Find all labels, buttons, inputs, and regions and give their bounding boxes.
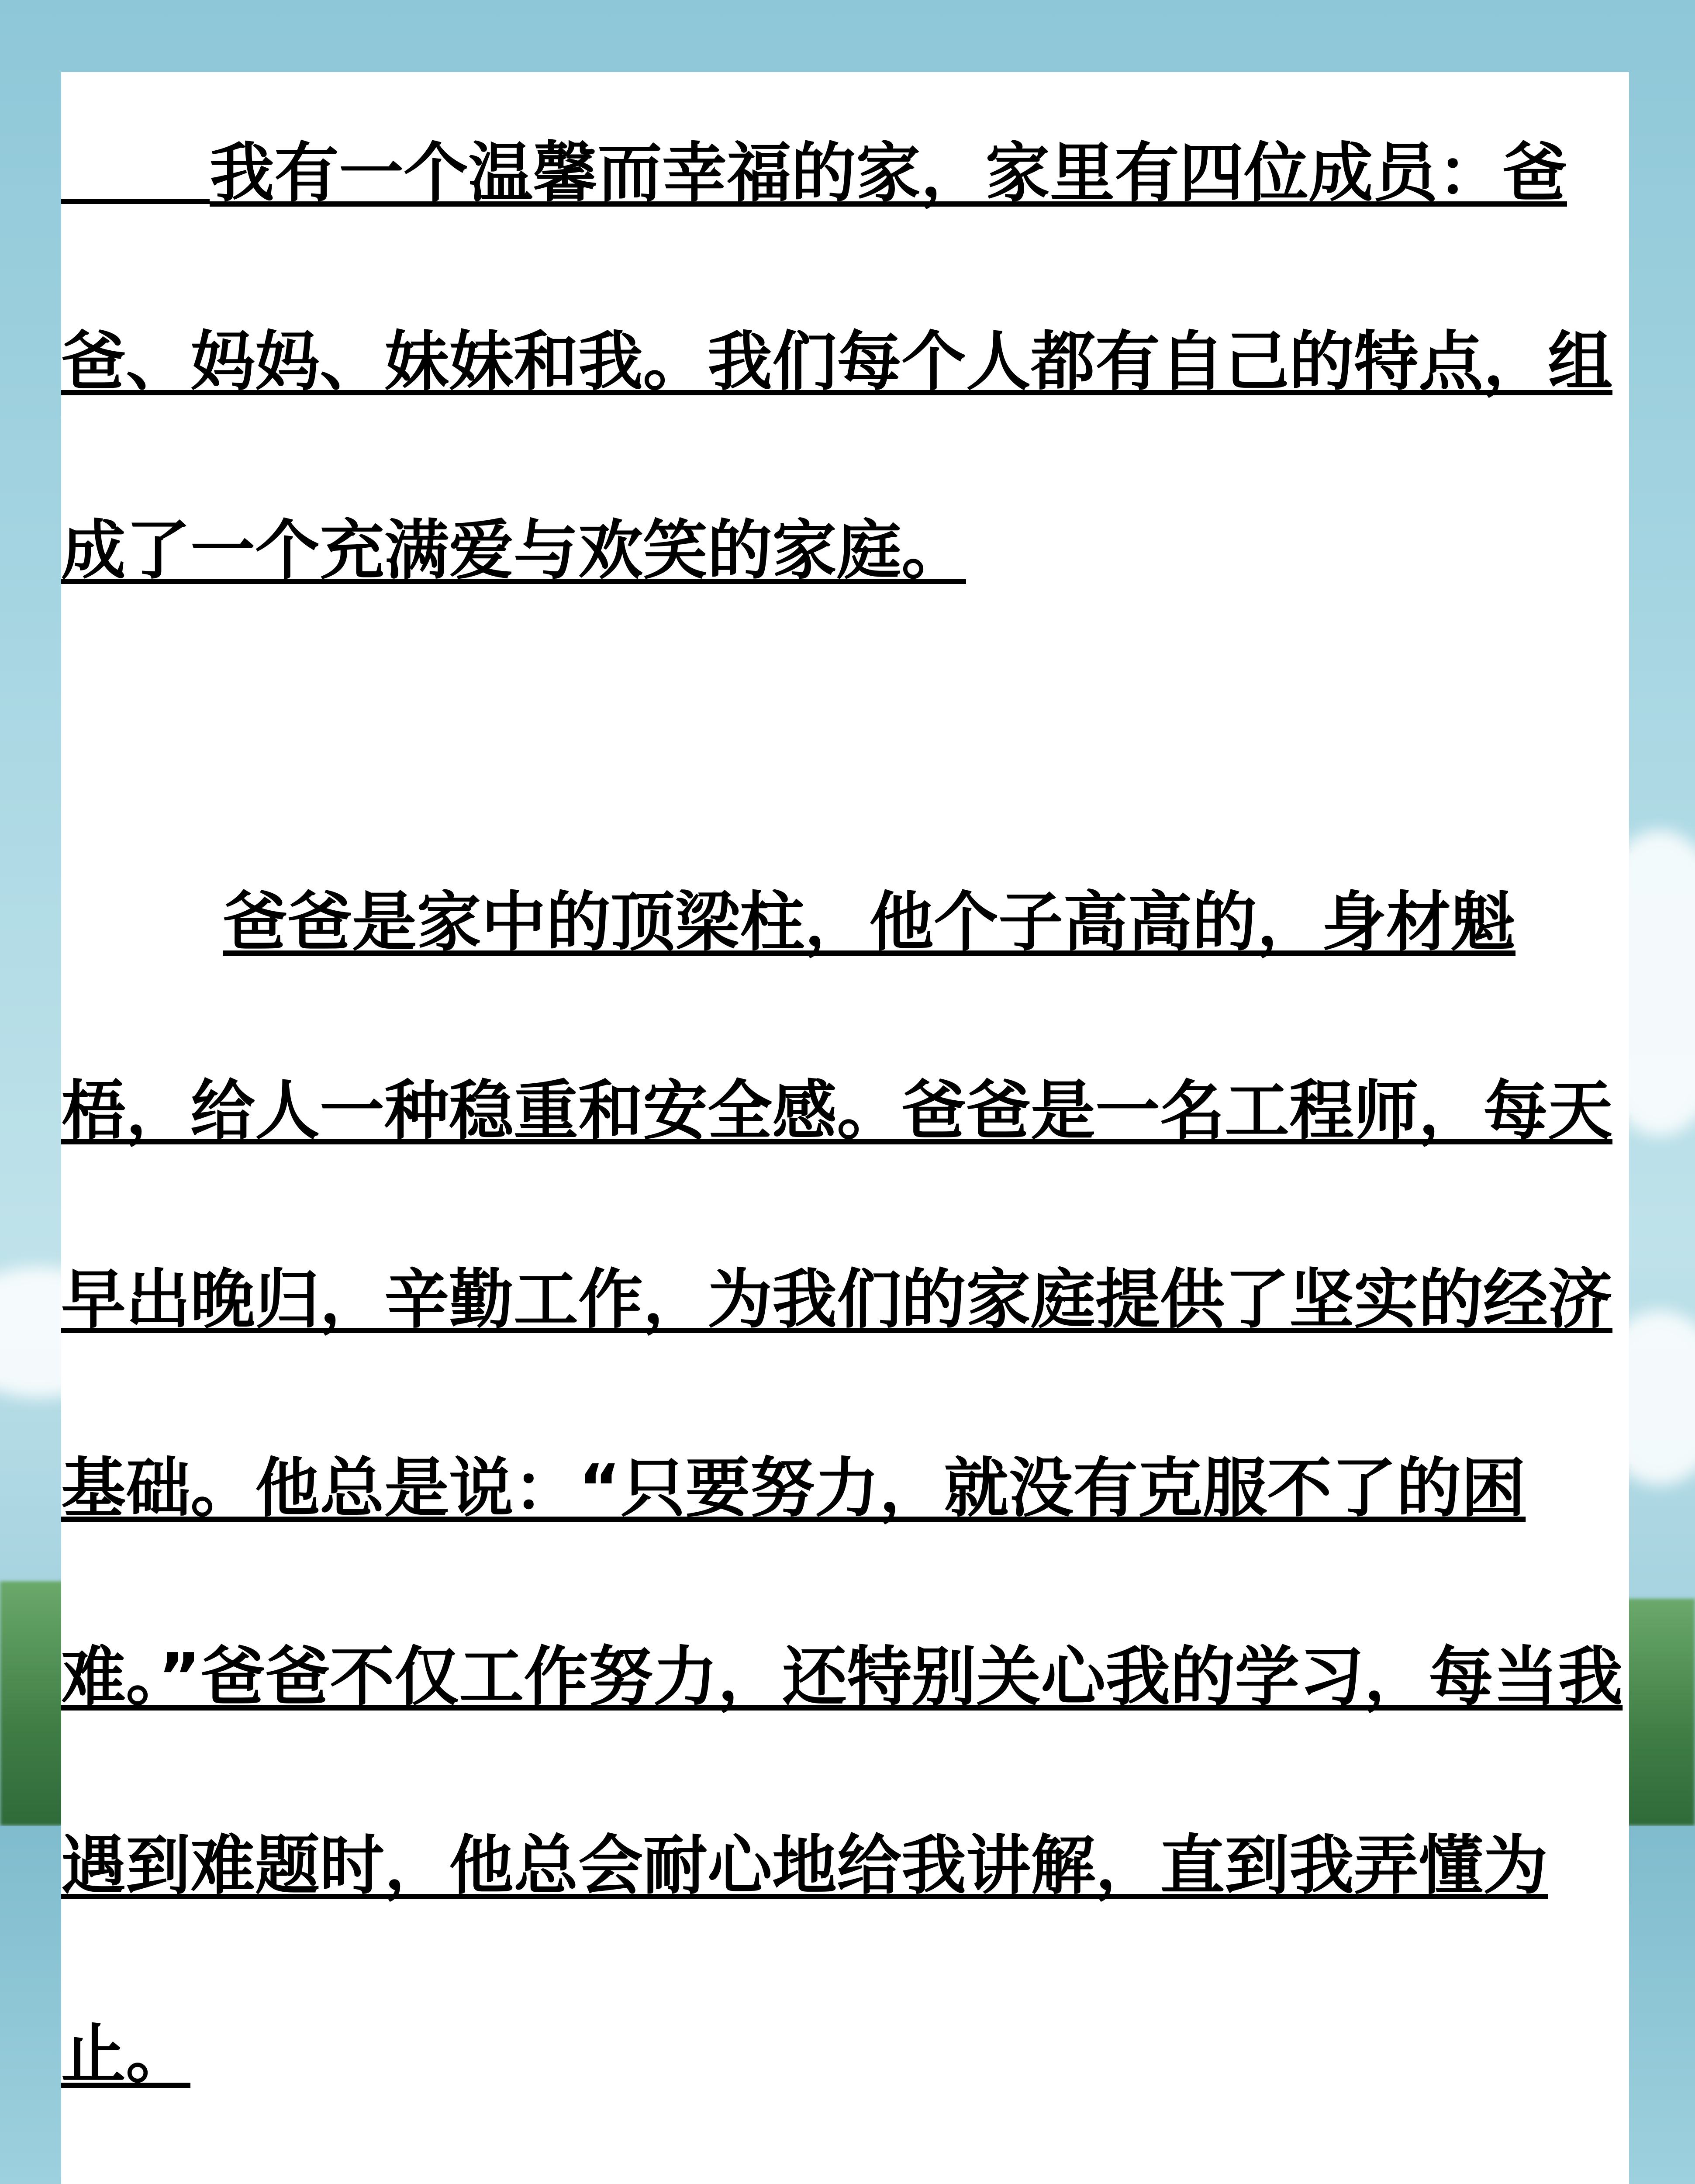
water-right: [1625, 1826, 1695, 2184]
water-left: [0, 1826, 66, 2184]
paragraph-text: 爸爸是家中的顶梁柱，他个子高高的，身材魁梧，给人一种稳重和安全感。爸爸是一名工程师，每天早出晚归，辛勤工作，为我们的家庭提供了坚实的经济基础。他总是说：“只要努力，就没有克服不了的困难。”爸爸不仅工作努力，还特别关心我的学习，每当我遇到难题时，他总会耐心地给我讲解，直到我弄懂为止。: [61, 885, 1623, 2092]
grass-right: [1625, 1599, 1695, 1826]
grass-left: [0, 1581, 66, 1826]
paragraph-indent-underline: [61, 198, 210, 204]
document-page: [61, 72, 1629, 2184]
paragraph-father: [61, 828, 1629, 2149]
paragraph-text: 我有一个温馨而幸福的家，家里有四位成员：爸爸、妈妈、妹妹和我。我们每个人都有自己的特点，组成了一个充满爱与欢笑的家庭。: [61, 135, 1612, 588]
paragraph-family-intro: [61, 79, 1629, 645]
